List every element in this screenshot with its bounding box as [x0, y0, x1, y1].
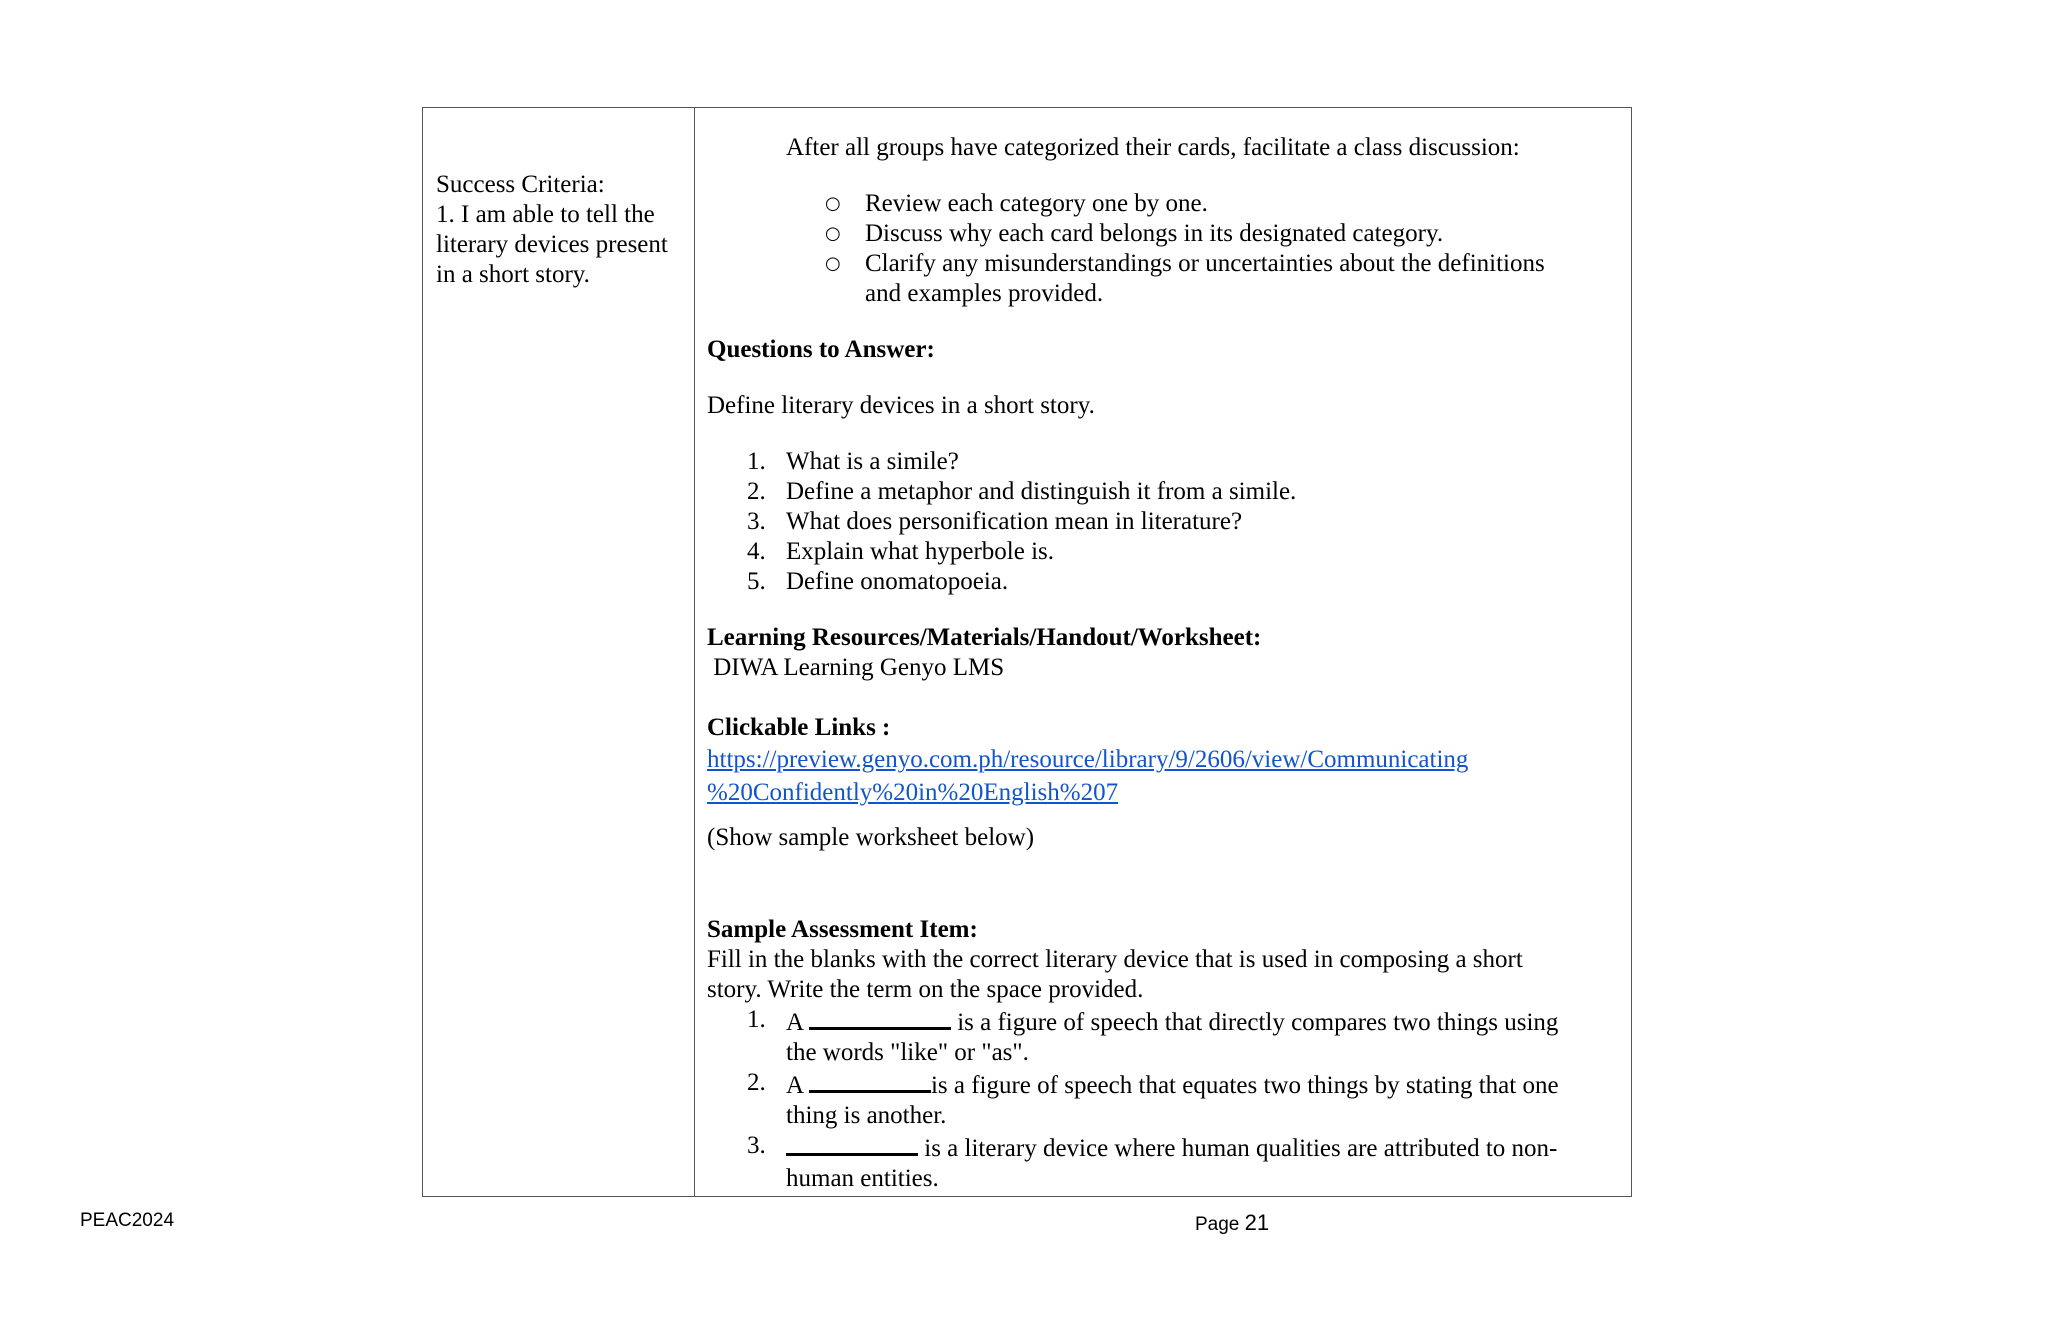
page-number: Page 21 — [1195, 1210, 1270, 1235]
worksheet-note: (Show sample worksheet below) — [707, 824, 1035, 851]
genyo-resource-link[interactable]: https://preview.genyo.com.ph/resource/library/9/2606/view/Communicating %20Confidently%20in%20English%207 — [707, 746, 1469, 806]
list-item: 2. Define a metaphor and distinguish it from a simile. — [747, 478, 1297, 505]
assessment-instruction: Fill in the blanks with the correct literary device that is used in composing a short — [707, 946, 1523, 973]
discussion-list — [707, 189, 1601, 309]
discussion-intro: After all groups have categorized their cards, facilitate a class discussion: — [786, 134, 1520, 161]
activity-cell — [695, 108, 1631, 1196]
list-item: 5. Define onomatopoeia. — [747, 568, 1009, 595]
list-item-continuation: and examples provided. — [865, 280, 1104, 307]
list-item: 2. A is a figure of speech that equates two things by stating that one thing is another. — [747, 1069, 1559, 1129]
questions-intro: Define literary devices in a short story. — [707, 392, 1095, 419]
list-item: ○ Discuss why each card belongs in its designated category. — [825, 220, 1444, 247]
list-item: 3. is a literary device where human qualities are attributed to non- human entities. — [747, 1132, 1558, 1192]
success-criteria-cell — [423, 108, 695, 1196]
list-item: ○ Clarify any misunderstandings or uncertainties about the definitions — [825, 250, 1545, 277]
list-item: 3. What does personification mean in literature? — [747, 508, 1243, 535]
list-item: 1. What is a simile? — [747, 448, 959, 475]
links-heading: Clickable Links : — [707, 714, 891, 741]
assessment-instruction: story. Write the term on the space provided. — [707, 976, 1144, 1003]
list-item: 1. A is a figure of speech that directly compares two things using the words "like" or "as". — [747, 1006, 1559, 1066]
answer-blank — [809, 1005, 951, 1030]
questions-heading: Questions to Answer: — [707, 336, 935, 363]
resources-text: DIWA Learning Genyo LMS — [707, 654, 1005, 681]
success-criteria-line: 1. I am able to tell the — [436, 201, 655, 228]
list-item: 4. Explain what hyperbole is. — [747, 538, 1054, 565]
questions-list — [707, 447, 1601, 597]
circle-bullet-icon: ○ — [825, 193, 841, 214]
success-criteria-line: in a short story. — [436, 261, 590, 288]
circle-bullet-icon: ○ — [825, 253, 841, 274]
assessment-heading: Sample Assessment Item: — [707, 916, 978, 943]
answer-blank — [786, 1131, 918, 1156]
answer-blank — [809, 1068, 931, 1093]
list-item: ○ Review each category one by one. — [825, 190, 1208, 217]
assessment-items — [707, 1005, 1601, 1194]
success-criteria-line: literary devices present — [436, 231, 668, 258]
circle-bullet-icon: ○ — [825, 223, 841, 244]
success-criteria-heading: Success Criteria: — [436, 171, 605, 198]
lesson-table — [422, 107, 1632, 1197]
footer-left-label: PEAC2024 — [80, 1210, 175, 1231]
resources-heading: Learning Resources/Materials/Handout/Worksheet: — [707, 624, 1262, 651]
